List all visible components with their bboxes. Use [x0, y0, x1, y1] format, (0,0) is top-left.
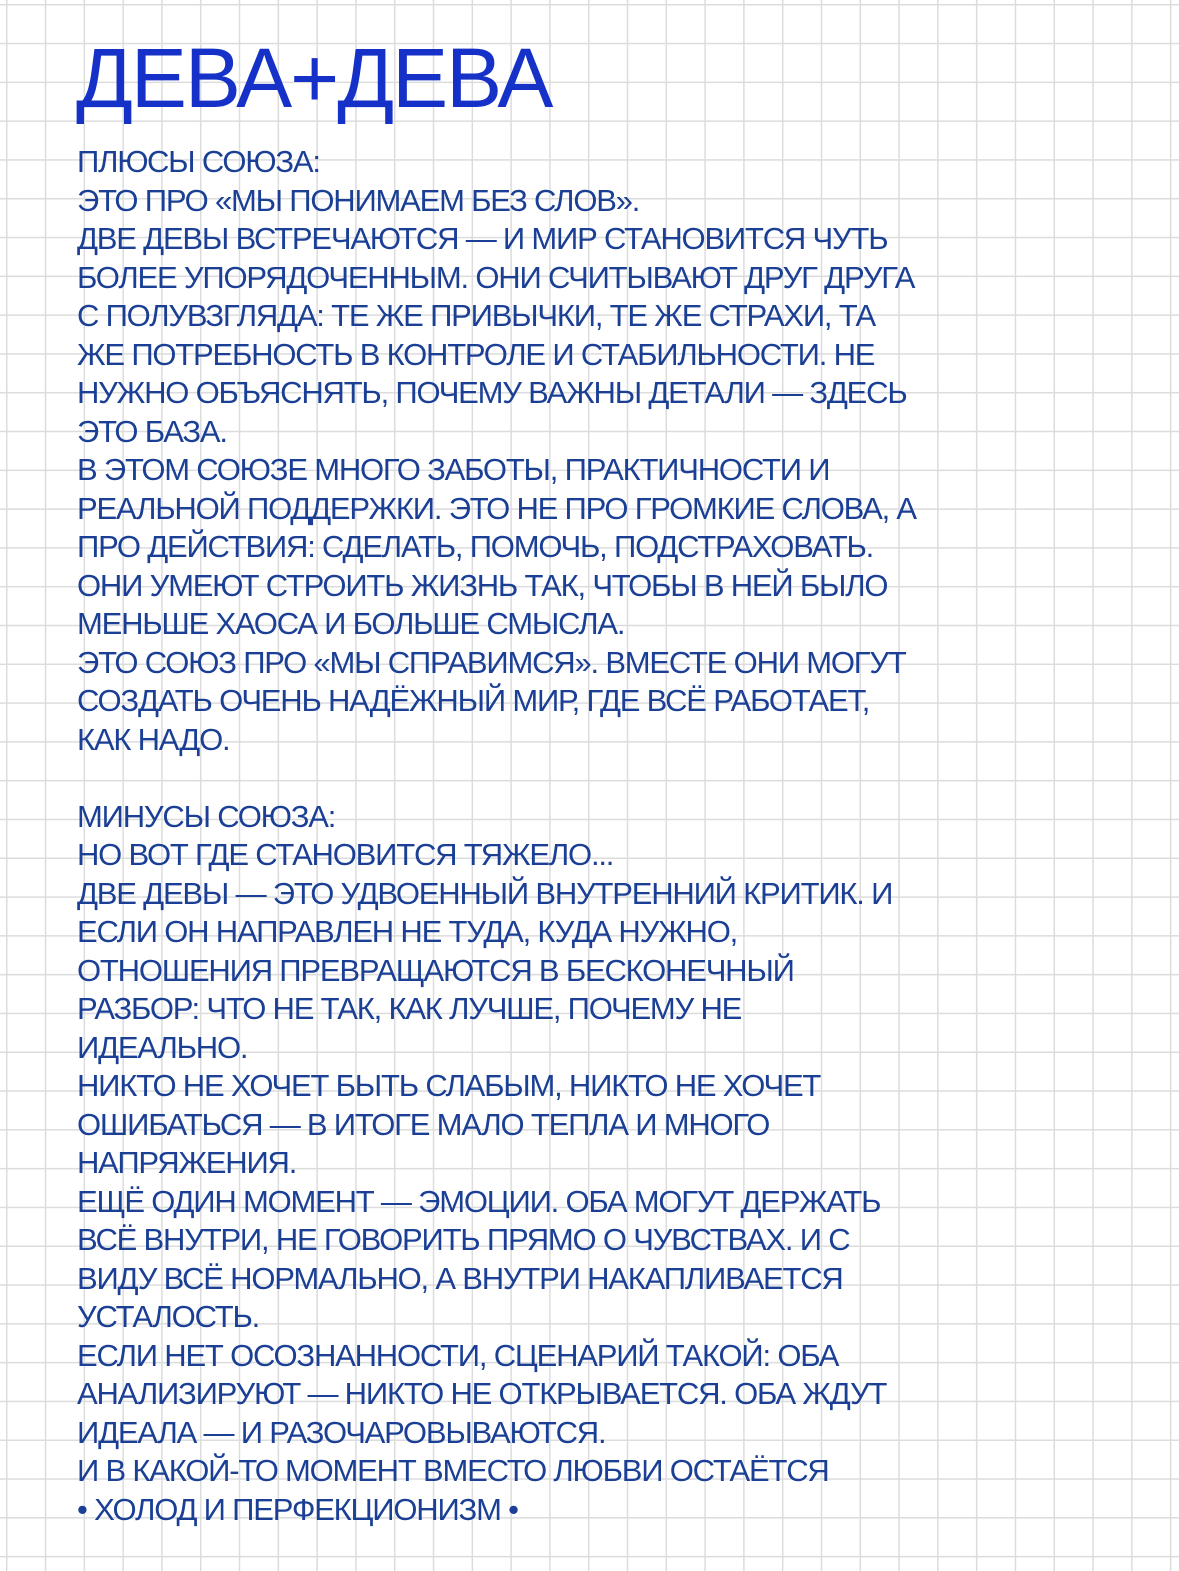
text-line: • ХОЛОД И ПЕРФЕКЦИОНИЗМ •	[77, 1491, 518, 1527]
minuses-section	[77, 798, 1117, 1530]
section-gap	[77, 759, 1117, 798]
text-line: ОШИБАТЬСЯ — В ИТОГЕ МАЛО ТЕПЛА И МНОГО	[77, 1106, 770, 1142]
text-line: ОНИ УМЕЮТ СТРОИТЬ ЖИЗНЬ ТАК, ЧТОБЫ В НЕЙ БЫЛО	[77, 567, 888, 603]
text-line: ЭТО СОЮЗ ПРО «МЫ СПРАВИМСЯ». ВМЕСТЕ ОНИ МОГУТ	[77, 644, 906, 680]
text-line: ДВЕ ДЕВЫ ВСТРЕЧАЮТСЯ — И МИР СТАНОВИТСЯ ЧУТЬ	[77, 221, 888, 256]
text-line: НИКТО НЕ ХОЧЕТ БЫТЬ СЛАБЫМ, НИКТО НЕ ХОЧЕТ	[77, 1068, 821, 1103]
text-line: АНАЛИЗИРУЮТ — НИКТО НЕ ОТКРЫВАЕТСЯ. ОБА ЖДУТ	[77, 1376, 887, 1411]
text-line: ЕЩЁ ОДИН МОМЕНТ — ЭМОЦИИ. ОБА МОГУТ ДЕРЖАТЬ	[77, 1183, 881, 1219]
text-line: НУЖНО ОБЪЯСНЯТЬ, ПОЧЕМУ ВАЖНЫ ДЕТАЛИ — ЗДЕСЬ	[77, 375, 907, 410]
text-line: УСТАЛОСТЬ.	[77, 1299, 260, 1334]
text-line: НО ВОТ ГДЕ СТАНОВИТСЯ ТЯЖЕЛО...	[77, 837, 614, 872]
text-line: И В КАКОЙ-ТО МОМЕНТ ВМЕСТО ЛЮБВИ ОСТАЁТСЯ	[77, 1453, 829, 1488]
text-line: РЕАЛЬНОЙ ПОДДЕРЖКИ. ЭТО НЕ ПРО ГРОМКИЕ СЛОВА, А	[77, 490, 916, 526]
text-line: ВИДУ ВСЁ НОРМАЛЬНО, А ВНУТРИ НАКАПЛИВАЕТСЯ	[77, 1260, 843, 1296]
text-line: ИДЕАЛА — И РАЗОЧАРОВЫВАЮТСЯ.	[77, 1414, 606, 1450]
text-line: ИДЕАЛЬНО.	[77, 1029, 248, 1065]
text-line: ЭТО ПРО «МЫ ПОНИМАЕМ БЕЗ СЛОВ».	[77, 182, 640, 218]
text-line: ДВЕ ДЕВЫ — ЭТО УДВОЕННЫЙ ВНУТРЕННИЙ КРИТИК. И	[77, 875, 893, 911]
text-line: В ЭТОМ СОЮЗЕ МНОГО ЗАБОТЫ, ПРАКТИЧНОСТИ И	[77, 452, 830, 487]
text-line: ОТНОШЕНИЯ ПРЕВРАЩАЮТСЯ В БЕСКОНЕЧНЫЙ	[77, 952, 794, 988]
text-line: ЭТО БАЗА.	[77, 413, 227, 449]
text-line: ЕСЛИ ОН НАПРАВЛЕН НЕ ТУДА, КУДА НУЖНО,	[77, 914, 738, 949]
pluses-section	[77, 143, 1117, 759]
text-line: ЕСЛИ НЕТ ОСОЗНАННОСТИ, СЦЕНАРИЙ ТАКОЙ: ОБА	[77, 1337, 839, 1373]
text-line: НАПРЯЖЕНИЯ.	[77, 1145, 297, 1180]
text-line: МЕНЬШЕ ХАОСА И БОЛЬШЕ СМЫСЛА.	[77, 606, 625, 641]
text-line: РАЗБОР: ЧТО НЕ ТАК, КАК ЛУЧШЕ, ПОЧЕМУ НЕ	[77, 991, 742, 1026]
minuses-heading: МИНУСЫ СОЮЗА:	[77, 798, 336, 834]
text-line: СОЗДАТЬ ОЧЕНЬ НАДЁЖНЫЙ МИР, ГДЕ ВСЁ РАБОТАЕТ,	[77, 683, 870, 718]
text-line: КАК НАДО.	[77, 721, 230, 757]
text-line: БОЛЕЕ УПОРЯДОЧЕННЫМ. ОНИ СЧИТЫВАЮТ ДРУГ ДРУГА	[77, 259, 915, 295]
page-title: ДЕВА+ДЕВА	[76, 31, 552, 125]
pluses-heading: ПЛЮСЫ СОЮЗА:	[77, 144, 320, 179]
text-line: ПРО ДЕЙСТВИЯ: СДЕЛАТЬ, ПОМОЧЬ, ПОДСТРАХОВАТЬ.	[77, 529, 874, 564]
text-line: С ПОЛУВЗГЛЯДА: ТЕ ЖЕ ПРИВЫЧКИ, ТЕ ЖЕ СТРАХИ, ТА	[77, 298, 875, 333]
text-line: ВСЁ ВНУТРИ, НЕ ГОВОРИТЬ ПРЯМО О ЧУВСТВАХ. И С	[77, 1222, 850, 1257]
text-line: ЖЕ ПОТРЕБНОСТЬ В КОНТРОЛЕ И СТАБИЛЬНОСТИ. НЕ	[77, 336, 875, 372]
body-text	[77, 143, 1117, 1529]
